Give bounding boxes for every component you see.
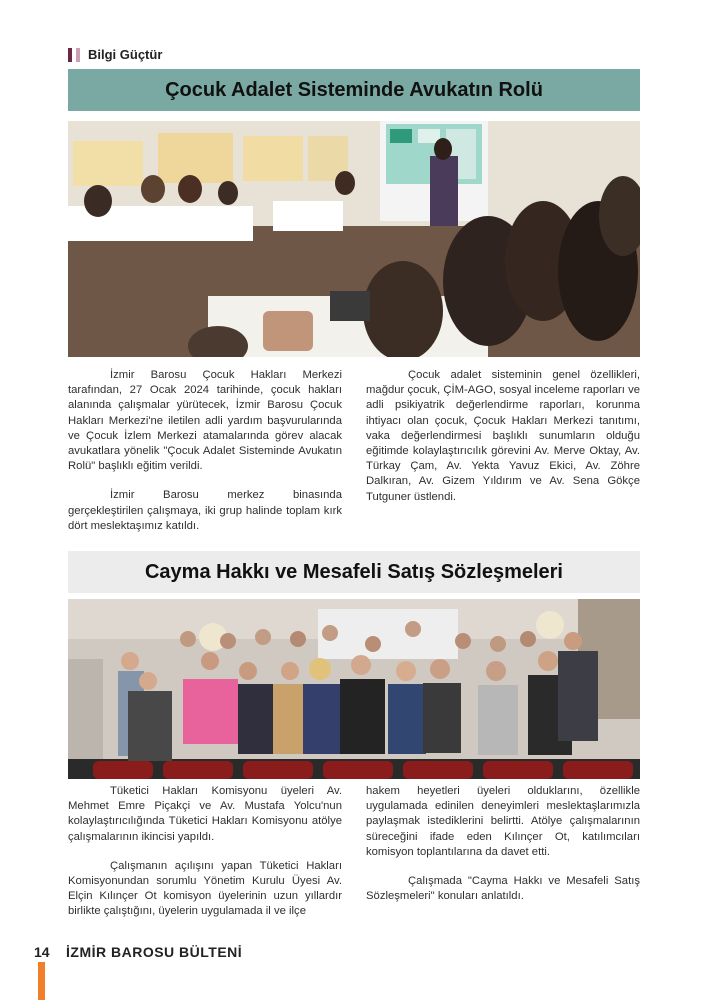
article2-title: Cayma Hakkı ve Mesafeli Satış Sözleşmeleri — [68, 551, 640, 593]
section-label — [68, 47, 162, 62]
article1-title: Çocuk Adalet Sisteminde Avukatın Rolü — [68, 69, 640, 111]
article2-left-column — [68, 784, 342, 934]
article1-left-column — [68, 368, 342, 548]
article2-paragraph-continuation: hakem heyetleri üyeleri olduklarını, özellikle uygulamada edinilen deneyimleri meslektaşlarımızla paylaşmak istediklerini belirtti. Atölye çalışmalarının süreceğini ifade eden Kılınçer Ot, katılımcıları komisyon toplantılarına da davet etti. — [366, 785, 640, 858]
footer-accent-bar — [38, 962, 45, 1000]
article2-photo — [68, 599, 640, 779]
section-marker-light — [76, 48, 80, 62]
article2-right-column — [366, 784, 640, 918]
article2-paragraph: Çalışmanın açılışını yapan Tüketici Hakları Komisyonundan sorumlu Yönetim Kurulu Üyesi Av. Elçin Kılınçer Ot komisyon üyelerinin uzun yıllardır birlikte çalıştığını, üyelerin uygulamada il ve ilçe — [68, 859, 342, 918]
section-marker — [68, 48, 72, 62]
article1-paragraph: İzmir Barosu Çocuk Hakları Merkezi tarafından, 27 Ocak 2024 tarihinde, çocuk hakları alanında çalışmalar yürütecek, İzmir Barosu Çocuk Hakları Merkezi'ne iletilen adli yardım başvurularında ve Çocuk İzlem Merkezi atamalarında görev alacak avukatlara yönelik "Çocuk Adalet Sisteminde Avukatın Rolü" başlıklı eğitim verildi. — [68, 369, 342, 473]
section-label-text: Bilgi Güçtür — [88, 47, 163, 62]
article1-paragraph: İzmir Barosu merkez binasında gerçekleştirilen çalışmaya, iki grup halinde toplam kırk dört meslektaşımız katıldı. — [68, 489, 342, 532]
article2-paragraph: Çalışmada "Cayma Hakkı ve Mesafeli Satış Sözleşmeleri" konuları anlatıldı. — [366, 875, 640, 903]
article1-photo — [68, 121, 640, 357]
publication-name: İZMİR BAROSU BÜLTENİ — [66, 944, 243, 960]
article1-right-column — [366, 368, 640, 519]
article2-paragraph: Tüketici Hakları Komisyonu üyeleri Av. Mehmet Emre Piçakçi ve Av. Mustafa Yolcu'nun kolaylaştırıcılığında Tüketici Hakları Komisyonu atölye çalışmalarının ikincisi yapıldı. — [68, 785, 342, 843]
page-number: 14 — [34, 944, 50, 960]
article1-paragraph: Çocuk adalet sisteminin genel özellikleri, mağdur çocuk, ÇİM-AGO, sosyal inceleme raporları ve adli psikiyatrik değerlendirme raporları, korunma ihtiyacı olan çocuk, Çocuk Hakları Merkezi tanıtımı, vaka değerlendirmesi başlıklı sunumların olduğu eğitimde kolaylaştırıcılık görevini Av. Merve Oktay, Av. Türkay Çam, Av. Yekta Yavuz Ekici, Av. Zöhre Dalkıran, Av. Gizem Yıldırım ve Av. Sena Gökçe Tutguner üstlendi. — [366, 369, 640, 503]
